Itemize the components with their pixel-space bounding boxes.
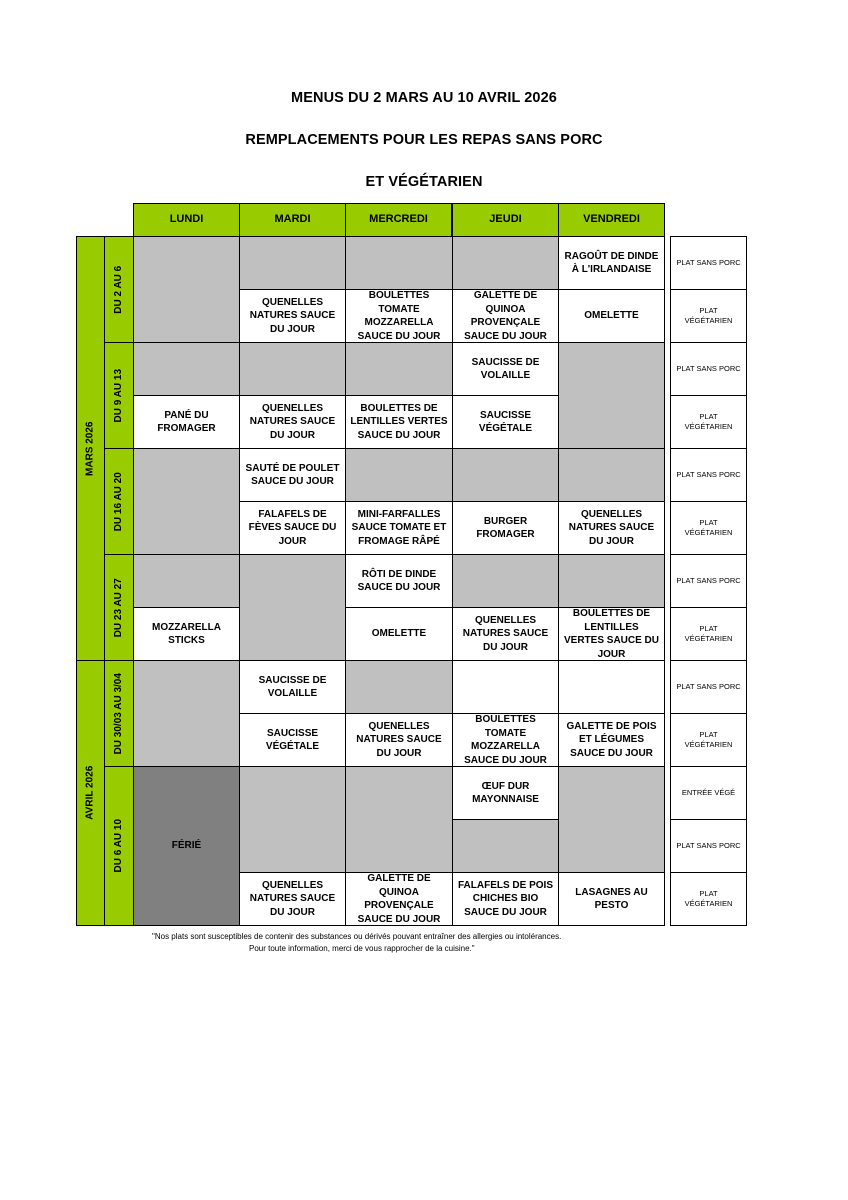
week-label: DU 9 AU 13 <box>104 342 134 449</box>
menu-cell-empty <box>345 766 453 873</box>
menu-cell: QUENELLES NATURES SAUCE DU JOUR <box>452 607 559 661</box>
row-label-vegetarien: PLAT VÉGÉTARIEN <box>670 872 747 926</box>
menu-cell-empty <box>133 236 240 343</box>
menu-cell: QUENELLES NATURES SAUCE DU JOUR <box>239 872 346 926</box>
week-label: DU 30/03 AU 3/04 <box>104 660 134 767</box>
row-label-vegetarien: PLAT VÉGÉTARIEN <box>670 713 747 767</box>
footnote-line-2: Pour toute information, merci de vous rapprocher de la cuisine." <box>249 944 475 953</box>
row-label-sans-porc: PLAT SANS PORC <box>670 342 747 396</box>
menu-cell: BOULETTES TOMATE MOZZARELLA SAUCE DU JOUR <box>452 713 559 767</box>
menu-cell: MOZZARELLA STICKS <box>133 607 240 661</box>
week-label: DU 23 AU 27 <box>104 554 134 661</box>
menu-cell: BURGER FROMAGER <box>452 501 559 555</box>
row-label-sans-porc: PLAT SANS PORC <box>670 236 747 290</box>
month-label-mars: MARS 2026 <box>76 236 105 661</box>
menu-cell: SAUCISSE DE VOLAILLE <box>239 660 346 714</box>
menu-cell-empty <box>345 342 453 396</box>
menu-cell: SAUTÉ DE POULET SAUCE DU JOUR <box>239 448 346 502</box>
menu-cell: LASAGNES AU PESTO <box>558 872 665 926</box>
menu-cell: OMELETTE <box>345 607 453 661</box>
menu-cell: BOULETTES DE LENTILLES VERTES SAUCE DU JOUR <box>558 607 665 661</box>
menu-cell-empty <box>133 448 240 555</box>
menu-cell-empty <box>133 660 240 767</box>
menu-cell-empty <box>452 448 559 502</box>
row-label-sans-porc: PLAT SANS PORC <box>670 660 747 714</box>
menu-cell-empty <box>239 342 346 396</box>
row-label-vegetarien: PLAT VÉGÉTARIEN <box>670 395 747 449</box>
menu-cell: BOULETTES DE LENTILLES VERTES SAUCE DU JOUR <box>345 395 453 449</box>
menu-cell: SAUCISSE VÉGÉTALE <box>239 713 346 767</box>
menu-cell: BOULETTES TOMATE MOZZARELLA SAUCE DU JOUR <box>345 289 453 343</box>
menu-cell: MINI-FARFALLES SAUCE TOMATE ET FROMAGE RÂPÉ <box>345 501 453 555</box>
row-label-vegetarien: PLAT VÉGÉTARIEN <box>670 501 747 555</box>
menu-cell: FALAFELS DE POIS CHICHES BIO SAUCE DU JOUR <box>452 872 559 926</box>
menu-cell: QUENELLES NATURES SAUCE DU JOUR <box>239 289 346 343</box>
menu-cell-empty <box>239 554 346 661</box>
menu-cell: ŒUF DUR MAYONNAISE <box>452 766 559 820</box>
menu-cell-empty <box>345 236 453 290</box>
menu-cell-holiday: FÉRIÉ <box>133 766 240 926</box>
page-subtitle: REMPLACEMENTS POUR LES REPAS SANS PORC <box>245 132 603 148</box>
week-label: DU 6 AU 10 <box>104 766 134 926</box>
month-label-avril: AVRIL 2026 <box>76 660 105 926</box>
menu-cell-empty <box>558 342 665 449</box>
row-label-sans-porc: PLAT SANS PORC <box>670 554 747 608</box>
menu-cell: QUENELLES NATURES SAUCE DU JOUR <box>558 501 665 555</box>
row-label-entree-vege: ENTRÉE VÉGÉ <box>670 766 747 820</box>
menu-cell-empty <box>133 342 240 396</box>
menu-cell: GALETTE DE QUINOA PROVENÇALE SAUCE DU JOUR <box>345 872 453 926</box>
menu-cell-empty <box>345 448 453 502</box>
menu-cell: RÔTI DE DINDE SAUCE DU JOUR <box>345 554 453 608</box>
menu-cell-empty <box>239 766 346 873</box>
week-label: DU 2 AU 6 <box>104 236 134 343</box>
menu-cell-empty <box>452 554 559 608</box>
menu-cell-empty <box>452 819 559 873</box>
day-header-vendredi: VENDREDI <box>558 203 665 237</box>
menu-cell-empty <box>452 660 559 714</box>
menu-cell: GALETTE DE POIS ET LÉGUMES SAUCE DU JOUR <box>558 713 665 767</box>
row-label-sans-porc: PLAT SANS PORC <box>670 819 747 873</box>
menu-cell-empty <box>558 766 665 873</box>
day-header-mercredi: MERCREDI <box>345 203 452 237</box>
menu-cell: SAUCISSE DE VOLAILLE <box>452 342 559 396</box>
row-label-sans-porc: PLAT SANS PORC <box>670 448 747 502</box>
row-label-vegetarien: PLAT VÉGÉTARIEN <box>670 289 747 343</box>
week-label: DU 16 AU 20 <box>104 448 134 555</box>
menu-cell-empty <box>558 660 665 714</box>
day-header-mardi: MARDI <box>239 203 346 237</box>
menu-cell: OMELETTE <box>558 289 665 343</box>
menu-cell: QUENELLES NATURES SAUCE DU JOUR <box>345 713 453 767</box>
menu-cell-empty <box>558 448 665 502</box>
menu-cell-empty <box>558 554 665 608</box>
page-title: MENUS DU 2 MARS AU 10 AVRIL 2026 <box>291 90 557 106</box>
menu-cell: FALAFELS DE FÈVES SAUCE DU JOUR <box>239 501 346 555</box>
menu-cell: SAUCISSE VÉGÉTALE <box>452 395 559 449</box>
menu-cell-empty <box>345 660 453 714</box>
menu-cell-empty <box>133 554 240 608</box>
footnote-line-1: "Nos plats sont susceptibles de contenir des substances ou dérivés pouvant entraîner des allergies ou intolérances. <box>152 932 562 941</box>
menu-cell-empty <box>239 236 346 290</box>
page-subtitle-2: ET VÉGÉTARIEN <box>365 174 483 190</box>
day-header-jeudi: JEUDI <box>452 203 559 237</box>
day-header-lundi: LUNDI <box>133 203 240 237</box>
menu-cell: QUENELLES NATURES SAUCE DU JOUR <box>239 395 346 449</box>
row-label-vegetarien: PLAT VÉGÉTARIEN <box>670 607 747 661</box>
menu-cell: RAGOÛT DE DINDE À L'IRLANDAISE <box>558 236 665 290</box>
menu-cell: GALETTE DE QUINOA PROVENÇALE SAUCE DU JOUR <box>452 289 559 343</box>
menu-cell-empty <box>452 236 559 290</box>
menu-cell: PANÉ DU FROMAGER <box>133 395 240 449</box>
